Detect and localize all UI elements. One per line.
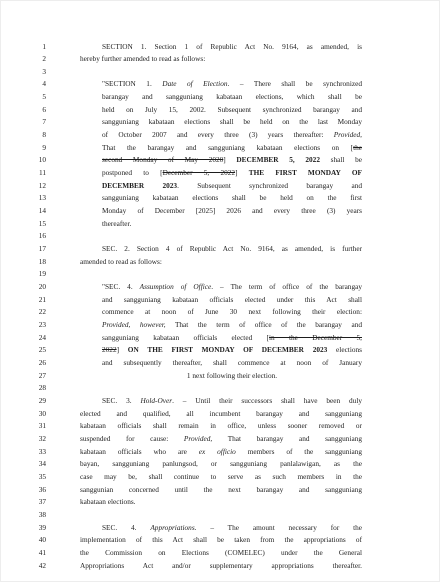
- text-segment: bayan, sangguniang panlungsod, or sangguniang panlalawigan, as the: [80, 459, 362, 469]
- line-number: 15: [38, 218, 46, 228]
- line-number: 18: [38, 256, 46, 266]
- line-number: 30: [38, 408, 46, 418]
- line-text: [80, 256, 200, 268]
- text-segment: . – There shall be synchronized: [227, 79, 362, 89]
- document-line: [0, 294, 440, 306]
- text-segment: ]: [223, 155, 237, 165]
- line-number: 1: [42, 41, 46, 51]
- document-line: [0, 104, 440, 116]
- document-line: [0, 167, 440, 179]
- inserted-text: DECEMBER 5, 2022: [236, 155, 320, 165]
- text-segment: and subsequently thereafter, shall commence at noon of January: [102, 358, 362, 367]
- document-line: [0, 243, 440, 255]
- line-number: 27: [38, 370, 46, 380]
- line-number: 22: [38, 307, 46, 317]
- line-number: 16: [38, 231, 46, 241]
- text-segment: and sangguniang kabataan officials elected under this Act shall: [102, 294, 362, 304]
- text-segment: "SECTION 1.: [102, 79, 163, 89]
- line-text: [102, 192, 362, 204]
- emphasis-text: Provided, however,: [102, 320, 166, 330]
- text-segment: . – Until their successors shall have been duly: [172, 395, 363, 405]
- line-number: 34: [38, 459, 46, 469]
- document-line: [0, 218, 440, 230]
- deleted-text: December 5, 2022: [162, 168, 236, 178]
- line-text: [80, 471, 362, 483]
- document-line: [0, 142, 440, 154]
- document-line: [0, 547, 440, 559]
- document-line: [0, 154, 440, 166]
- deleted-text: 2022: [102, 345, 117, 355]
- line-number: 28: [38, 383, 46, 393]
- line-number: 7: [42, 117, 46, 127]
- inserted-text: DECEMBER 2023: [102, 180, 178, 190]
- line-number: 40: [38, 535, 46, 545]
- text-segment: SEC. 3.: [102, 395, 141, 405]
- deleted-text: the: [353, 142, 362, 152]
- line-text: [102, 243, 362, 255]
- line-text: [102, 205, 362, 217]
- line-number: 3: [42, 66, 46, 76]
- emphasis-text: ex officio: [198, 446, 236, 456]
- line-text: [102, 357, 362, 369]
- document-line: [0, 420, 440, 432]
- text-segment: postponed to [: [102, 168, 163, 178]
- line-text: [102, 91, 362, 103]
- line-number: 33: [38, 446, 46, 456]
- text-segment: case may be, shall continue to serve as such members in the: [80, 471, 362, 481]
- line-number: 12: [38, 180, 46, 190]
- emphasis-text: Date of Election: [162, 79, 228, 89]
- text-segment: suspended for cause:: [80, 433, 184, 443]
- line-text: [102, 332, 362, 344]
- line-text: [102, 294, 362, 306]
- line-number: 4: [42, 79, 46, 89]
- document-line: [0, 66, 440, 78]
- line-text: [102, 395, 362, 407]
- document-line: [0, 332, 440, 344]
- line-number: 20: [38, 282, 46, 292]
- line-text: [80, 560, 362, 572]
- document-line: [0, 395, 440, 407]
- line-number: 31: [38, 421, 46, 431]
- line-text: [80, 433, 362, 445]
- document-line: [0, 306, 440, 318]
- emphasis-text: Provided,: [333, 130, 362, 140]
- line-number: 10: [38, 155, 46, 165]
- document-line: [0, 446, 440, 458]
- text-segment: That the barangay and sangguniang kabataan elections on [: [102, 142, 354, 152]
- document-line: [0, 91, 440, 103]
- line-text: [80, 446, 362, 458]
- text-segment: hereby further amended to read as follows:: [80, 54, 206, 64]
- text-segment: implementation of this Act shall be taken from the appropriations of: [80, 535, 362, 545]
- emphasis-text: Hold-Over: [140, 395, 173, 405]
- line-number: 23: [38, 320, 46, 330]
- line-number: 39: [38, 522, 46, 532]
- document-line: [0, 205, 440, 217]
- document-line: [0, 230, 440, 242]
- line-number: 6: [42, 104, 46, 114]
- document-line: [0, 458, 440, 470]
- deleted-text: second Monday of May 2020: [102, 155, 224, 165]
- text-segment: That barangay and sangguniang: [212, 433, 362, 443]
- line-text: [102, 522, 362, 534]
- line-text: [80, 484, 362, 496]
- line-text: [102, 344, 362, 356]
- text-segment: shall be: [319, 155, 362, 165]
- line-number: 14: [38, 206, 46, 216]
- document-line: [0, 256, 440, 268]
- emphasis-text: Assumption of Office: [139, 282, 212, 292]
- line-number: 5: [42, 92, 46, 102]
- line-text: [102, 180, 362, 192]
- document-line: [0, 408, 440, 420]
- line-number: 38: [38, 509, 46, 519]
- text-segment: Appropriations Act and/or supplementary appropriations thereafter.: [80, 560, 362, 570]
- text-segment: elected and qualified, all incumbent barangay and sangguniang: [80, 408, 362, 418]
- line-number: 17: [38, 244, 46, 254]
- line-number: 25: [38, 345, 46, 355]
- line-text: [102, 281, 362, 293]
- document-line: [0, 41, 440, 53]
- document-line: [0, 319, 440, 331]
- document-line: [0, 484, 440, 496]
- text-segment: SEC. 2. Section 4 of Republic Act No. 9164, as amended, is further: [102, 244, 362, 254]
- inserted-text: THE FIRST MONDAY OF: [248, 168, 362, 178]
- text-segment: sangguniang kabataan elections shall be held on the last Monday: [102, 117, 362, 127]
- text-segment: held on July 15, 2002. Subsequent synchronized barangay and: [102, 104, 362, 114]
- document-line: [0, 560, 440, 572]
- text-segment: . – The term of office of the barangay: [211, 282, 362, 292]
- inserted-text: ON THE FIRST MONDAY OF DECEMBER 2023: [127, 345, 328, 355]
- text-segment: Monday of December [2025] 2026 and every three (3) years: [102, 206, 362, 216]
- text-segment: kabataan officials who are: [80, 446, 199, 456]
- text-segment: the Commission on Elections (COMELEC) under the General: [80, 547, 362, 557]
- document-line: [0, 509, 440, 521]
- text-segment: thereafter.: [102, 218, 132, 228]
- line-text: [80, 53, 280, 65]
- line-number: 2: [42, 54, 46, 64]
- document-line: [0, 281, 440, 293]
- document-line: [0, 268, 440, 280]
- line-number: 9: [42, 142, 46, 152]
- text-segment: sangguniang kabataan elections shall be held on the first: [102, 193, 362, 203]
- line-number: 21: [38, 294, 46, 304]
- line-text: [102, 104, 362, 116]
- text-segment: SEC. 4.: [102, 522, 151, 532]
- line-text: [102, 167, 362, 179]
- document-line: [0, 180, 440, 192]
- line-number: 42: [38, 560, 46, 570]
- line-text: [80, 534, 362, 546]
- line-text: [102, 142, 362, 154]
- line-text: [102, 154, 362, 166]
- text-segment: barangay and sangguniang kabataan elections, which shall be: [102, 92, 362, 102]
- line-number: 8: [42, 130, 46, 140]
- line-text: [102, 116, 362, 128]
- document-line: [0, 522, 440, 534]
- document-line: [0, 471, 440, 483]
- text-segment: amended to read as follows:: [80, 256, 162, 266]
- document-line: [0, 344, 440, 356]
- document-line: [0, 496, 440, 508]
- document-line: [0, 370, 440, 382]
- document-line: [0, 53, 440, 65]
- document-line: [0, 78, 440, 90]
- line-text: [80, 496, 180, 508]
- line-number: 36: [38, 484, 46, 494]
- line-text: [80, 420, 362, 432]
- line-text: [102, 319, 362, 331]
- line-text: [102, 129, 362, 141]
- deleted-text: in the December 5,: [268, 332, 362, 342]
- line-text: [80, 458, 362, 470]
- text-segment: ]: [235, 168, 249, 178]
- text-segment: kabataan officials shall remain in office, unless sooner removed or: [80, 421, 362, 431]
- text-segment: of October 2007 and every three (3) years thereafter:: [102, 130, 334, 140]
- text-segment: That the term of office of the barangay and: [165, 320, 363, 330]
- line-text: [80, 408, 362, 420]
- document-line: [0, 382, 440, 394]
- line-number: 37: [38, 497, 46, 507]
- document-line: [0, 192, 440, 204]
- text-segment: "SEC. 4.: [102, 282, 140, 292]
- line-number: 29: [38, 395, 46, 405]
- text-segment: members of the sangguniang: [235, 446, 363, 456]
- document-line: [0, 129, 440, 141]
- line-number: 13: [38, 193, 46, 203]
- line-number: 19: [38, 269, 46, 279]
- line-text: [102, 78, 362, 90]
- line-text: [102, 306, 362, 318]
- line-text: [80, 547, 362, 559]
- line-text: [102, 41, 362, 53]
- emphasis-text: Provided,: [183, 433, 213, 443]
- document-line: [0, 116, 440, 128]
- text-segment: . Subsequent synchronized barangay and: [177, 180, 362, 190]
- line-number: 11: [38, 168, 46, 178]
- text-segment: kabataan elections.: [80, 497, 136, 507]
- document-line: [0, 357, 440, 369]
- line-number: 35: [38, 471, 46, 481]
- text-segment: . – The amount necessary for the: [194, 522, 362, 532]
- text-segment: SECTION 1. Section 1 of Republic Act No. 9164, as amended, is: [102, 41, 362, 51]
- text-segment: 1 next following their election.: [186, 370, 278, 380]
- line-number: 24: [38, 332, 46, 342]
- text-segment: sanggunian concerned until the next barangay and sangguniang: [80, 484, 362, 494]
- text-segment: sangguniang kabataan officials elected [: [102, 332, 269, 342]
- line-text: [102, 218, 162, 230]
- line-number: 41: [38, 547, 46, 557]
- text-segment: commence at noon of June 30 next following their election:: [102, 307, 362, 317]
- line-number: 32: [38, 433, 46, 443]
- document-line: [0, 433, 440, 445]
- document-line: [0, 534, 440, 546]
- line-text: [102, 370, 362, 382]
- line-number: 26: [38, 358, 46, 367]
- emphasis-text: Appropriations: [150, 522, 195, 532]
- text-segment: ]: [116, 345, 128, 355]
- text-segment: elections: [327, 345, 362, 355]
